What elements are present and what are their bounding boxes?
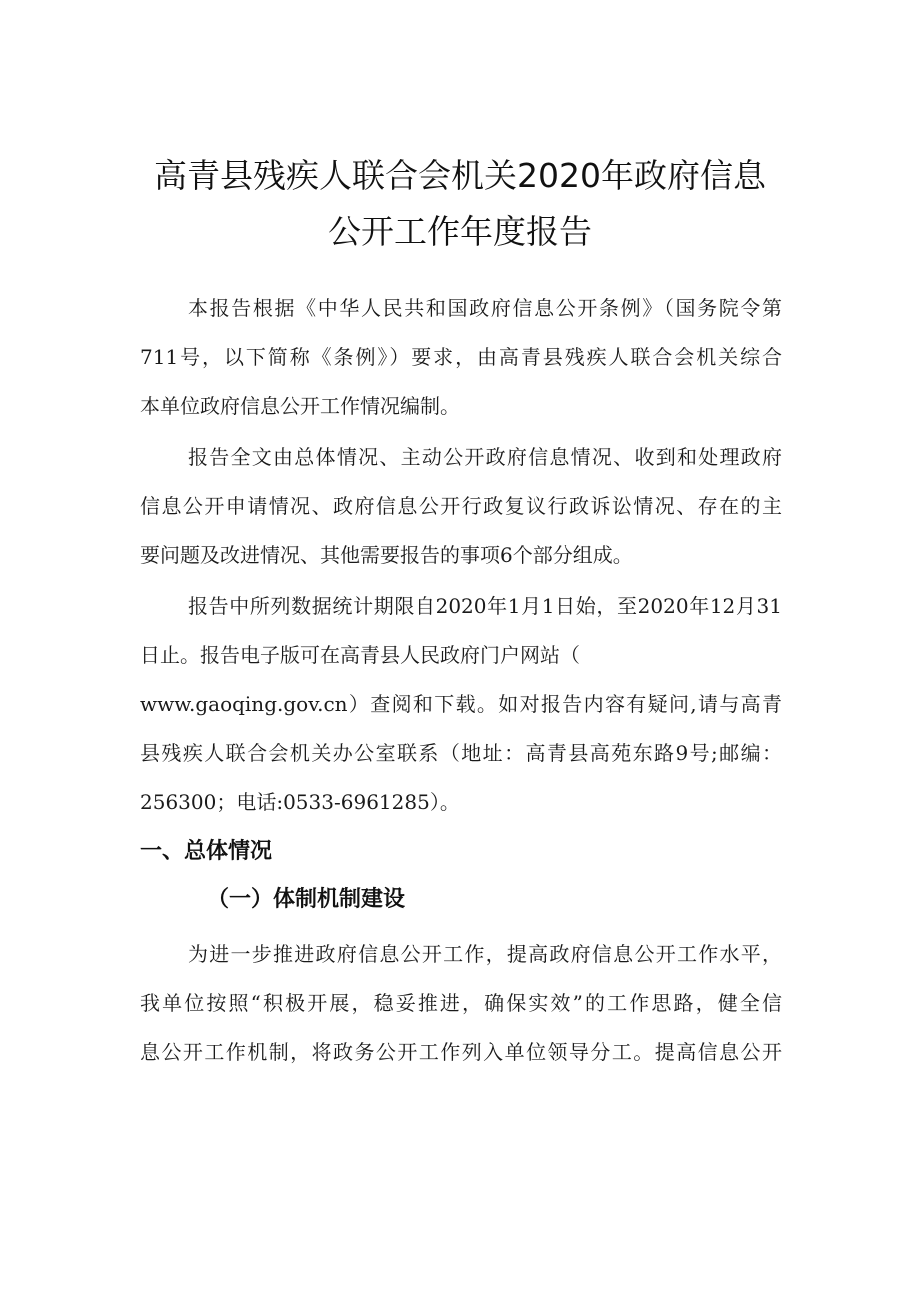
intro-p3-line-2: 日止。报告电子版可在高青县人民政府门户网站（	[140, 643, 580, 667]
section-1-body-line-1: 为进一步推进政府信息公开工作，提高政府信息公开工作水平，	[188, 942, 782, 966]
intro-p1-line-2: 711号，以下简称《条例》）要求，由高青县残疾人联合会机关综合	[140, 345, 782, 369]
intro-p3-line-5: 256300；电话:0533-6961285）。	[140, 790, 460, 814]
intro-p2-line-3: 要问题及改进情况、其他需要报告的事项6个部分组成。	[140, 543, 633, 567]
intro-p2-line-2: 信息公开申请情况、政府信息公开行政复议行政诉讼情况、存在的主	[140, 494, 782, 518]
intro-p3-line-1: 报告中所列数据统计期限自2020年1月1日始，至2020年12月31	[188, 594, 782, 618]
intro-p3-line-4: 县残疾人联合会机关办公室联系（地址：高青县高苑东路9号;邮编：	[140, 741, 782, 765]
intro-p1-line-1: 本报告根据《中华人民共和国政府信息公开条例》（国务院令第	[188, 296, 782, 320]
intro-p1-line-3: 本单位政府信息公开工作情况编制。	[140, 394, 460, 418]
intro-p2-line-1: 报告全文由总体情况、主动公开政府信息情况、收到和处理政府	[188, 445, 782, 469]
report-title-line-2: 公开工作年度报告	[328, 212, 592, 251]
section-1-body-line-3: 息公开工作机制，将政务公开工作列入单位领导分工。提高信息公开	[140, 1040, 782, 1064]
report-title-line-1: 高青县残疾人联合会机关2020年政府信息	[154, 156, 766, 195]
section-1-sub-1-heading: （一）体制机制建设	[207, 887, 406, 912]
intro-p3-line-3: www.gaoqing.gov.cn）查阅和下载。如对报告内容有疑问,请与高青	[140, 692, 782, 716]
section-1-body-line-2: 我单位按照“积极开展，稳妥推进，确保实效”的工作思路，健全信	[140, 991, 782, 1015]
section-1-heading: 一、总体情况	[140, 839, 273, 864]
